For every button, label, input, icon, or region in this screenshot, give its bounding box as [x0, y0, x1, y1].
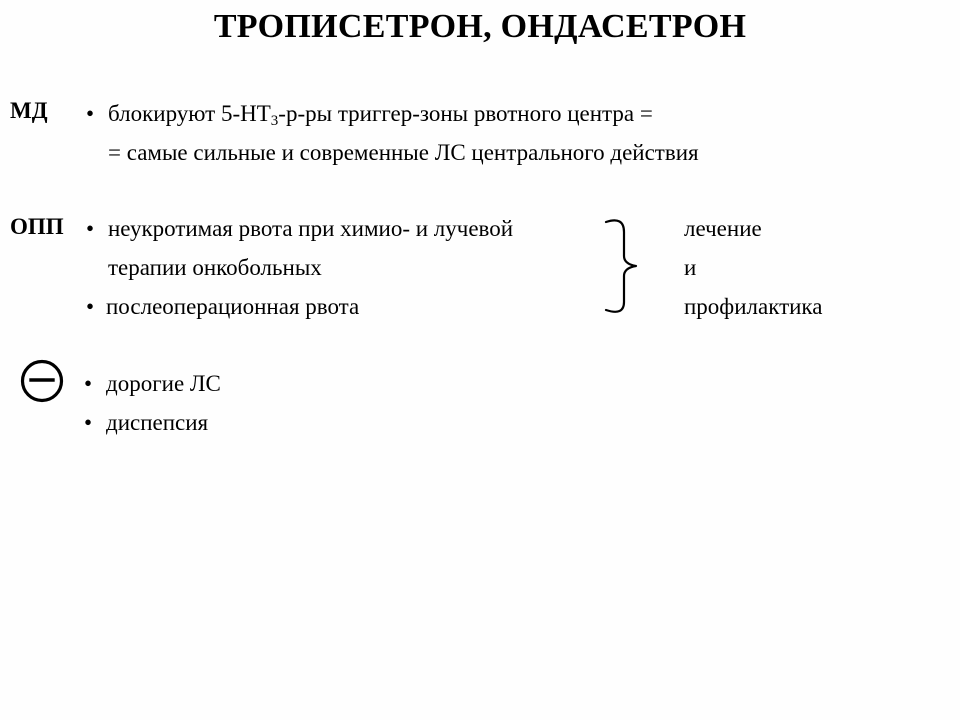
- opp-bullet-2: •: [86, 294, 95, 319]
- md-label: МД: [10, 98, 48, 123]
- md-line-1-start: блокируют 5-НТ: [108, 101, 271, 126]
- page-title: ТРОПИСЕТРОН, ОНДАСЕТРОН: [213, 8, 747, 45]
- opp-side-line-3: профилактика: [684, 294, 823, 319]
- cons-bullet-2: •: [84, 410, 93, 435]
- md-bullet: •: [86, 101, 95, 126]
- md-line-1-end: -р-ры триггер-зоны рвотного центра =: [278, 101, 653, 126]
- opp-bullet-1: •: [86, 216, 95, 241]
- md-line-1-subscript: 3: [270, 113, 279, 129]
- md-line-2: = самые сильные и современные ЛС центрального действия: [108, 140, 699, 165]
- opp-label: ОПП: [10, 214, 64, 239]
- opp-item-2: послеоперационная рвота: [106, 294, 360, 319]
- cons-item-1: дорогие ЛС: [106, 371, 221, 396]
- opp-item-1-line-2: терапии онкобольных: [108, 255, 322, 280]
- cons-item-2: диспепсия: [106, 410, 209, 435]
- opp-item-1-line-1: неукротимая рвота при химио- и лучевой: [108, 216, 514, 241]
- right-brace-icon: [600, 210, 650, 318]
- md-line-1: [108, 101, 653, 127]
- cons-bullet-1: •: [84, 371, 93, 396]
- minus-circle-icon: [18, 357, 66, 405]
- opp-side-line-1: лечение: [684, 216, 762, 241]
- opp-side-line-2: и: [684, 255, 697, 280]
